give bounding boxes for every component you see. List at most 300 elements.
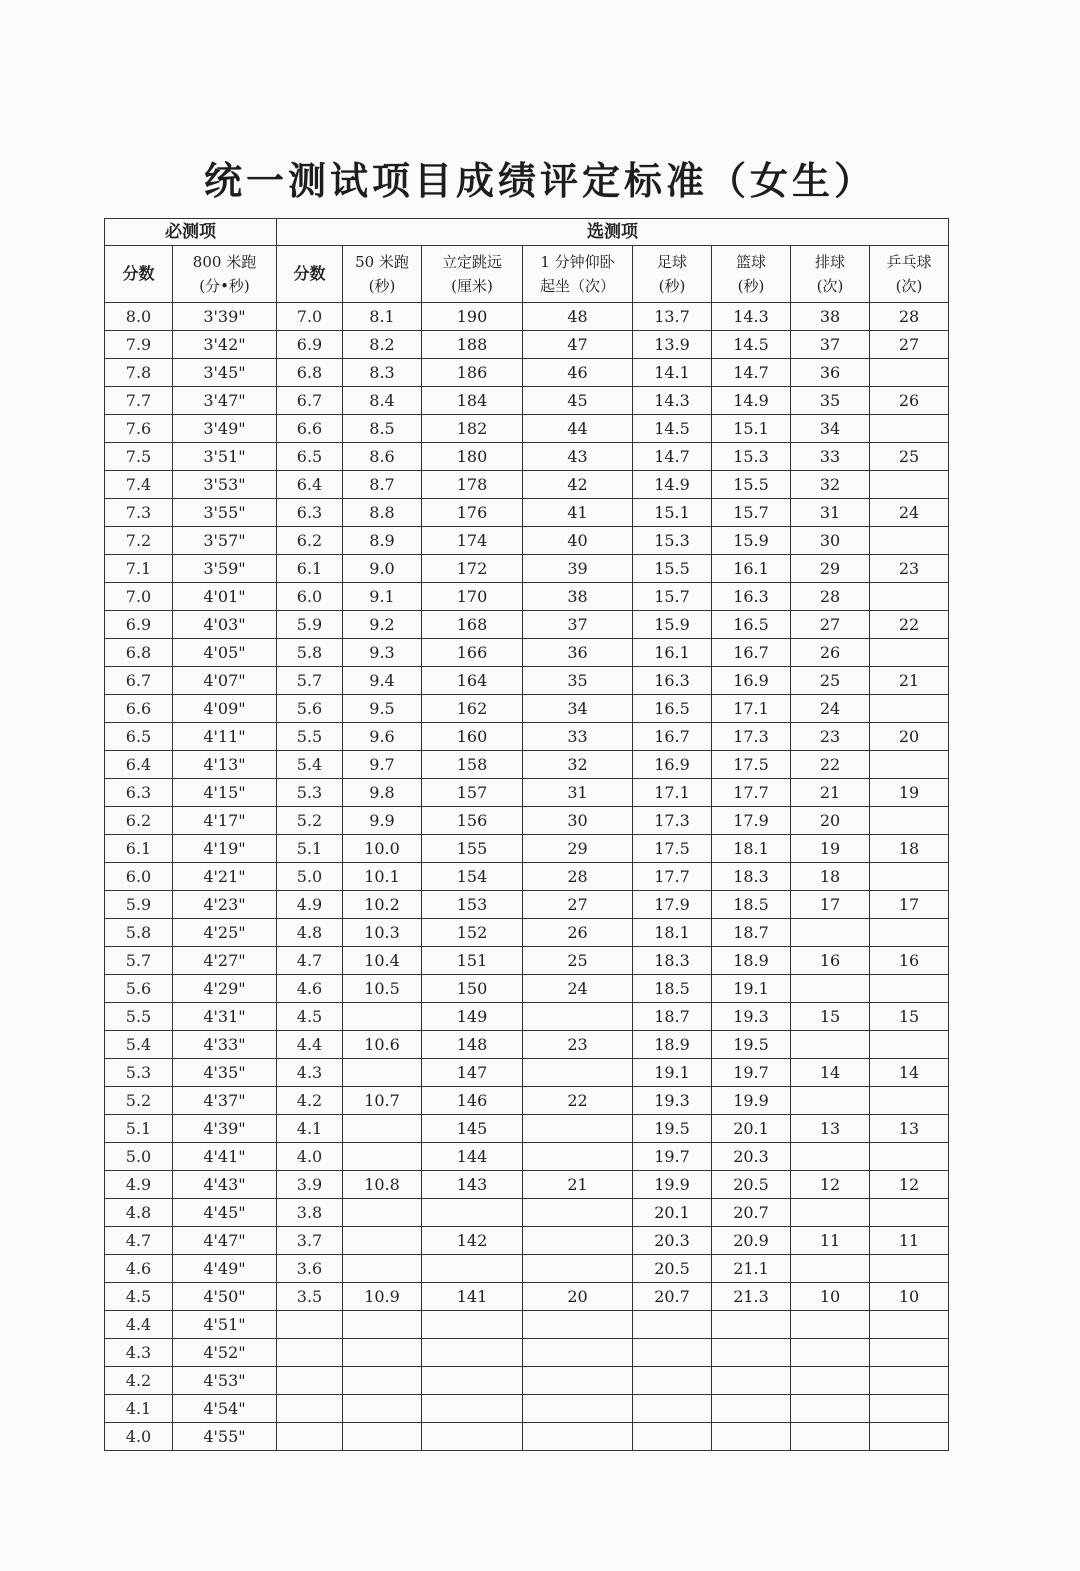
optional-score-cell: 6.0 [277,583,343,611]
table-tennis-cell [870,1031,949,1059]
basketball-cell: 20.7 [712,1199,791,1227]
football-cell: 17.3 [633,807,712,835]
sit-ups-cell: 31 [523,779,633,807]
table-row [105,723,949,751]
table-tennis-cell [870,527,949,555]
volleyball-cell: 37 [791,331,870,359]
volleyball-cell [791,919,870,947]
table-tennis-cell: 12 [870,1171,949,1199]
football-cell: 14.9 [633,471,712,499]
sit-ups-cell [523,1059,633,1087]
standing-long-jump-cell: 146 [422,1087,523,1115]
table-tennis-cell [870,695,949,723]
football-cell: 14.3 [633,387,712,415]
run-800m-cell: 3'42" [173,331,277,359]
sit-ups-cell: 20 [523,1283,633,1311]
column-header-line1: 排球 [814,253,845,271]
football-cell: 18.1 [633,919,712,947]
column-header-line1: 乒乓球 [886,253,932,271]
sit-ups-cell: 47 [523,331,633,359]
table-row [105,639,949,667]
run-50m-cell: 8.6 [343,443,422,471]
table-tennis-cell [870,359,949,387]
sit-ups-cell: 48 [523,303,633,331]
column-header-line2: (秒) [368,277,396,295]
football-cell: 17.1 [633,779,712,807]
sit-ups-cell [523,1003,633,1031]
standing-long-jump-cell: 160 [422,723,523,751]
table-row [105,1227,949,1255]
optional-score-cell: 5.4 [277,751,343,779]
required-score-cell: 5.1 [105,1115,173,1143]
run-800m-cell: 3'53" [173,471,277,499]
table-tennis-cell: 10 [870,1283,949,1311]
basketball-cell: 16.1 [712,555,791,583]
basketball-cell: 15.9 [712,527,791,555]
volleyball-cell: 14 [791,1059,870,1087]
required-score-cell: 7.2 [105,527,173,555]
table-row [105,1395,949,1423]
sit-ups-cell: 33 [523,723,633,751]
standing-long-jump-cell: 178 [422,471,523,499]
table-row [105,471,949,499]
table-row [105,555,949,583]
run-800m-cell: 4'54" [173,1395,277,1423]
volleyball-cell: 11 [791,1227,870,1255]
sit-ups-cell: 39 [523,555,633,583]
basketball-cell: 15.7 [712,499,791,527]
optional-score-cell: 3.8 [277,1199,343,1227]
sit-ups-cell [523,1199,633,1227]
standing-long-jump-cell: 176 [422,499,523,527]
standing-long-jump-cell: 162 [422,695,523,723]
run-800m-cell: 4'11" [173,723,277,751]
run-800m-cell: 3'51" [173,443,277,471]
run-50m-cell: 8.3 [343,359,422,387]
table-tennis-cell: 27 [870,331,949,359]
volleyball-cell [791,1199,870,1227]
table-row [105,695,949,723]
column-header-line2: (秒) [737,277,765,295]
volleyball-cell: 22 [791,751,870,779]
standing-long-jump-cell: 145 [422,1115,523,1143]
table-row [105,387,949,415]
required-score-cell: 5.7 [105,947,173,975]
run-50m-cell [343,1367,422,1395]
table-tennis-cell: 21 [870,667,949,695]
table-row [105,1255,949,1283]
optional-score-cell: 3.9 [277,1171,343,1199]
volleyball-cell: 25 [791,667,870,695]
sit-ups-cell: 22 [523,1087,633,1115]
table-row [105,1087,949,1115]
volleyball-cell [791,975,870,1003]
volleyball-cell: 12 [791,1171,870,1199]
football-cell: 18.5 [633,975,712,1003]
football-cell: 17.9 [633,891,712,919]
optional-score-cell: 5.0 [277,863,343,891]
basketball-cell: 17.3 [712,723,791,751]
standing-long-jump-cell [422,1199,523,1227]
sit-ups-cell [523,1143,633,1171]
optional-score-cell: 4.6 [277,975,343,1003]
sit-ups-cell: 37 [523,611,633,639]
sit-ups-cell: 46 [523,359,633,387]
table-tennis-cell: 26 [870,387,949,415]
basketball-cell: 17.1 [712,695,791,723]
required-score-cell: 7.5 [105,443,173,471]
basketball-cell: 15.5 [712,471,791,499]
basketball-cell: 19.5 [712,1031,791,1059]
required-score-cell: 7.7 [105,387,173,415]
table-tennis-cell [870,583,949,611]
run-50m-cell: 8.2 [343,331,422,359]
optional-score-cell: 4.9 [277,891,343,919]
sit-ups-cell: 36 [523,639,633,667]
run-50m-cell: 9.8 [343,779,422,807]
table-row [105,835,949,863]
required-score-cell: 6.1 [105,835,173,863]
basketball-cell: 20.5 [712,1171,791,1199]
standing-long-jump-cell: 148 [422,1031,523,1059]
football-cell: 14.1 [633,359,712,387]
optional-score-cell: 4.2 [277,1087,343,1115]
volleyball-cell: 13 [791,1115,870,1143]
run-800m-cell: 4'41" [173,1143,277,1171]
sit-ups-cell: 34 [523,695,633,723]
volleyball-cell: 31 [791,499,870,527]
sit-ups-cell: 45 [523,387,633,415]
run-50m-cell [343,1227,422,1255]
table-row [105,1003,949,1031]
table-row [105,863,949,891]
run-800m-cell: 4'19" [173,835,277,863]
basketball-cell: 14.5 [712,331,791,359]
standing-long-jump-cell: 157 [422,779,523,807]
optional-score-cell: 4.5 [277,1003,343,1031]
sit-ups-cell: 35 [523,667,633,695]
optional-score-cell: 6.9 [277,331,343,359]
table-row [105,443,949,471]
table-row [105,1283,949,1311]
required-score-cell: 4.3 [105,1339,173,1367]
football-cell: 19.7 [633,1143,712,1171]
table-tennis-cell: 20 [870,723,949,751]
run-800m-cell: 4'13" [173,751,277,779]
sit-ups-cell [523,1227,633,1255]
sit-ups-cell [523,1115,633,1143]
standing-long-jump-cell: 149 [422,1003,523,1031]
table-tennis-cell [870,1395,949,1423]
run-50m-cell: 9.3 [343,639,422,667]
optional-score-cell: 7.0 [277,303,343,331]
table-row [105,1199,949,1227]
table-row [105,1059,949,1087]
required-score-cell: 4.1 [105,1395,173,1423]
table-tennis-cell: 17 [870,891,949,919]
run-800m-cell: 4'17" [173,807,277,835]
optional-score-cell: 3.5 [277,1283,343,1311]
optional-score-cell: 5.6 [277,695,343,723]
table-tennis-cell [870,975,949,1003]
optional-score-cell: 5.7 [277,667,343,695]
football-cell [633,1339,712,1367]
table-tennis-cell [870,415,949,443]
run-50m-cell [343,1311,422,1339]
basketball-cell: 14.7 [712,359,791,387]
optional-score-cell: 5.1 [277,835,343,863]
column-header-row [105,246,949,303]
column-header-line1: 分数 [293,264,326,283]
column-header-line1: 1 分钟仰卧 [540,253,615,271]
football-cell: 15.7 [633,583,712,611]
basketball-header [712,246,791,303]
run-800m-cell: 4'51" [173,1311,277,1339]
required-score-cell: 6.8 [105,639,173,667]
column-header-line2: 起坐（次） [539,277,615,295]
run-50m-cell: 10.1 [343,863,422,891]
run-800m-cell: 4'45" [173,1199,277,1227]
required-score-cell: 8.0 [105,303,173,331]
sit-ups-cell: 23 [523,1031,633,1059]
run-800m-cell: 4'53" [173,1367,277,1395]
sit-ups-cell: 38 [523,583,633,611]
run-50m-cell: 8.1 [343,303,422,331]
football-cell: 18.3 [633,947,712,975]
sit-ups-cell [523,1367,633,1395]
required-score-cell: 7.6 [105,415,173,443]
volleyball-cell: 32 [791,471,870,499]
run-50m-cell [343,1423,422,1451]
basketball-cell: 17.7 [712,779,791,807]
page-title: 统一测试项目成绩评定标准（女生） [203,159,876,203]
basketball-cell: 21.3 [712,1283,791,1311]
run-800m-cell: 4'07" [173,667,277,695]
table-tennis-cell [870,1423,949,1451]
table-row [105,1031,949,1059]
football-cell: 18.9 [633,1031,712,1059]
optional-score-cell: 6.4 [277,471,343,499]
required-score-cell: 6.4 [105,751,173,779]
sit-ups-cell [523,1423,633,1451]
table-row [105,331,949,359]
required-score-cell: 5.9 [105,891,173,919]
sit-ups-cell: 30 [523,807,633,835]
optional-score-cell: 5.5 [277,723,343,751]
run-800m-cell: 3'39" [173,303,277,331]
run-800m-cell: 4'21" [173,863,277,891]
optional-score-cell: 6.7 [277,387,343,415]
run-50m-cell: 10.4 [343,947,422,975]
football-cell [633,1367,712,1395]
optional-score-cell: 4.7 [277,947,343,975]
run-800m-cell: 4'01" [173,583,277,611]
standing-long-jump-cell: 158 [422,751,523,779]
table-row [105,751,949,779]
optional-items-header: 选测项 [277,219,949,246]
required-score-cell: 6.3 [105,779,173,807]
run-800m-cell: 4'25" [173,919,277,947]
optional-score-cell: 6.2 [277,527,343,555]
sit-ups-cell: 42 [523,471,633,499]
basketball-cell [712,1311,791,1339]
basketball-cell [712,1423,791,1451]
volleyball-cell: 29 [791,555,870,583]
table-tennis-cell: 16 [870,947,949,975]
standing-long-jump-cell: 184 [422,387,523,415]
sit-ups-cell: 41 [523,499,633,527]
volleyball-cell: 21 [791,779,870,807]
table-row [105,1143,949,1171]
run-800m-cell: 3'47" [173,387,277,415]
sit-ups-cell [523,1255,633,1283]
table-row [105,359,949,387]
column-header-line1: 800 米跑 [192,253,257,271]
table-tennis-cell: 24 [870,499,949,527]
optional-score-cell: 6.5 [277,443,343,471]
run-50m-cell [343,1003,422,1031]
volleyball-cell: 27 [791,611,870,639]
basketball-cell [712,1395,791,1423]
volleyball-cell [791,1367,870,1395]
group-header-row [105,219,949,246]
table-tennis-cell [870,1087,949,1115]
required-score-cell: 5.2 [105,1087,173,1115]
standing-long-jump-cell: 153 [422,891,523,919]
table-tennis-cell [870,1339,949,1367]
table-row [105,303,949,331]
required-score-cell: 6.5 [105,723,173,751]
run-800m-cell: 4'27" [173,947,277,975]
standing-long-jump-cell [422,1339,523,1367]
football-cell: 19.5 [633,1115,712,1143]
run-800m-cell: 4'29" [173,975,277,1003]
volleyball-cell: 30 [791,527,870,555]
basketball-cell: 20.3 [712,1143,791,1171]
basketball-cell: 17.9 [712,807,791,835]
optional-score-cell: 4.3 [277,1059,343,1087]
football-cell: 19.3 [633,1087,712,1115]
basketball-cell [712,1339,791,1367]
standing-long-jump-cell: 155 [422,835,523,863]
football-cell: 20.7 [633,1283,712,1311]
table-tennis-cell: 15 [870,1003,949,1031]
required-score-cell: 7.9 [105,331,173,359]
table-tennis-cell: 11 [870,1227,949,1255]
table-tennis-cell: 22 [870,611,949,639]
volleyball-cell [791,1255,870,1283]
football-cell: 19.9 [633,1171,712,1199]
run-800m-cell: 4'50" [173,1283,277,1311]
basketball-cell: 19.7 [712,1059,791,1087]
run-800m-cell: 4'39" [173,1115,277,1143]
volleyball-cell: 18 [791,863,870,891]
table-tennis-cell [870,639,949,667]
sit-ups-cell: 27 [523,891,633,919]
volleyball-cell: 15 [791,1003,870,1031]
volleyball-cell: 24 [791,695,870,723]
column-header-line2: (次) [816,277,844,295]
football-cell: 18.7 [633,1003,712,1031]
optional-score-cell [277,1395,343,1423]
basketball-cell: 18.1 [712,835,791,863]
basketball-cell: 20.1 [712,1115,791,1143]
required-score-cell: 5.4 [105,1031,173,1059]
required-score-cell: 5.6 [105,975,173,1003]
run-50m-cell [343,1395,422,1423]
table-row [105,1171,949,1199]
volleyball-cell: 17 [791,891,870,919]
football-cell: 16.1 [633,639,712,667]
standing-long-jump-header [422,246,523,303]
standing-long-jump-cell [422,1395,523,1423]
table-tennis-cell [870,1143,949,1171]
sit-ups-cell: 25 [523,947,633,975]
standing-long-jump-cell [422,1367,523,1395]
volleyball-cell: 35 [791,387,870,415]
volleyball-cell: 26 [791,639,870,667]
football-cell: 16.9 [633,751,712,779]
standing-long-jump-cell [422,1423,523,1451]
run-800m-cell: 4'09" [173,695,277,723]
standing-long-jump-cell: 188 [422,331,523,359]
basketball-cell [712,1367,791,1395]
sit-ups-header [523,246,633,303]
standing-long-jump-cell: 151 [422,947,523,975]
sit-ups-cell: 43 [523,443,633,471]
table-row [105,807,949,835]
standing-long-jump-cell [422,1255,523,1283]
volleyball-cell: 38 [791,303,870,331]
basketball-cell: 16.9 [712,667,791,695]
standing-long-jump-cell: 166 [422,639,523,667]
run-50m-cell: 9.0 [343,555,422,583]
basketball-cell: 16.5 [712,611,791,639]
football-cell: 14.5 [633,415,712,443]
football-cell: 17.5 [633,835,712,863]
required-score-cell: 4.8 [105,1199,173,1227]
volleyball-cell: 28 [791,583,870,611]
table-tennis-cell [870,1255,949,1283]
basketball-cell: 19.9 [712,1087,791,1115]
standing-long-jump-cell: 174 [422,527,523,555]
football-cell: 17.7 [633,863,712,891]
column-header-line1: 立定跳远 [441,253,502,271]
table-tennis-cell: 19 [870,779,949,807]
standing-long-jump-cell: 150 [422,975,523,1003]
run-50m-cell: 9.1 [343,583,422,611]
standing-long-jump-cell: 180 [422,443,523,471]
football-cell [633,1423,712,1451]
table-tennis-cell [870,919,949,947]
volleyball-cell [791,1087,870,1115]
football-cell: 13.7 [633,303,712,331]
basketball-cell: 14.3 [712,303,791,331]
run-50m-cell: 8.7 [343,471,422,499]
optional-score-cell [277,1339,343,1367]
table-row [105,919,949,947]
volleyball-cell: 20 [791,807,870,835]
football-cell: 16.5 [633,695,712,723]
sit-ups-cell: 29 [523,835,633,863]
optional-score-cell: 5.3 [277,779,343,807]
optional-score-cell: 3.6 [277,1255,343,1283]
basketball-cell: 18.7 [712,919,791,947]
required-score-cell: 6.6 [105,695,173,723]
table-tennis-header [870,246,949,303]
table-row [105,1115,949,1143]
table-row [105,667,949,695]
